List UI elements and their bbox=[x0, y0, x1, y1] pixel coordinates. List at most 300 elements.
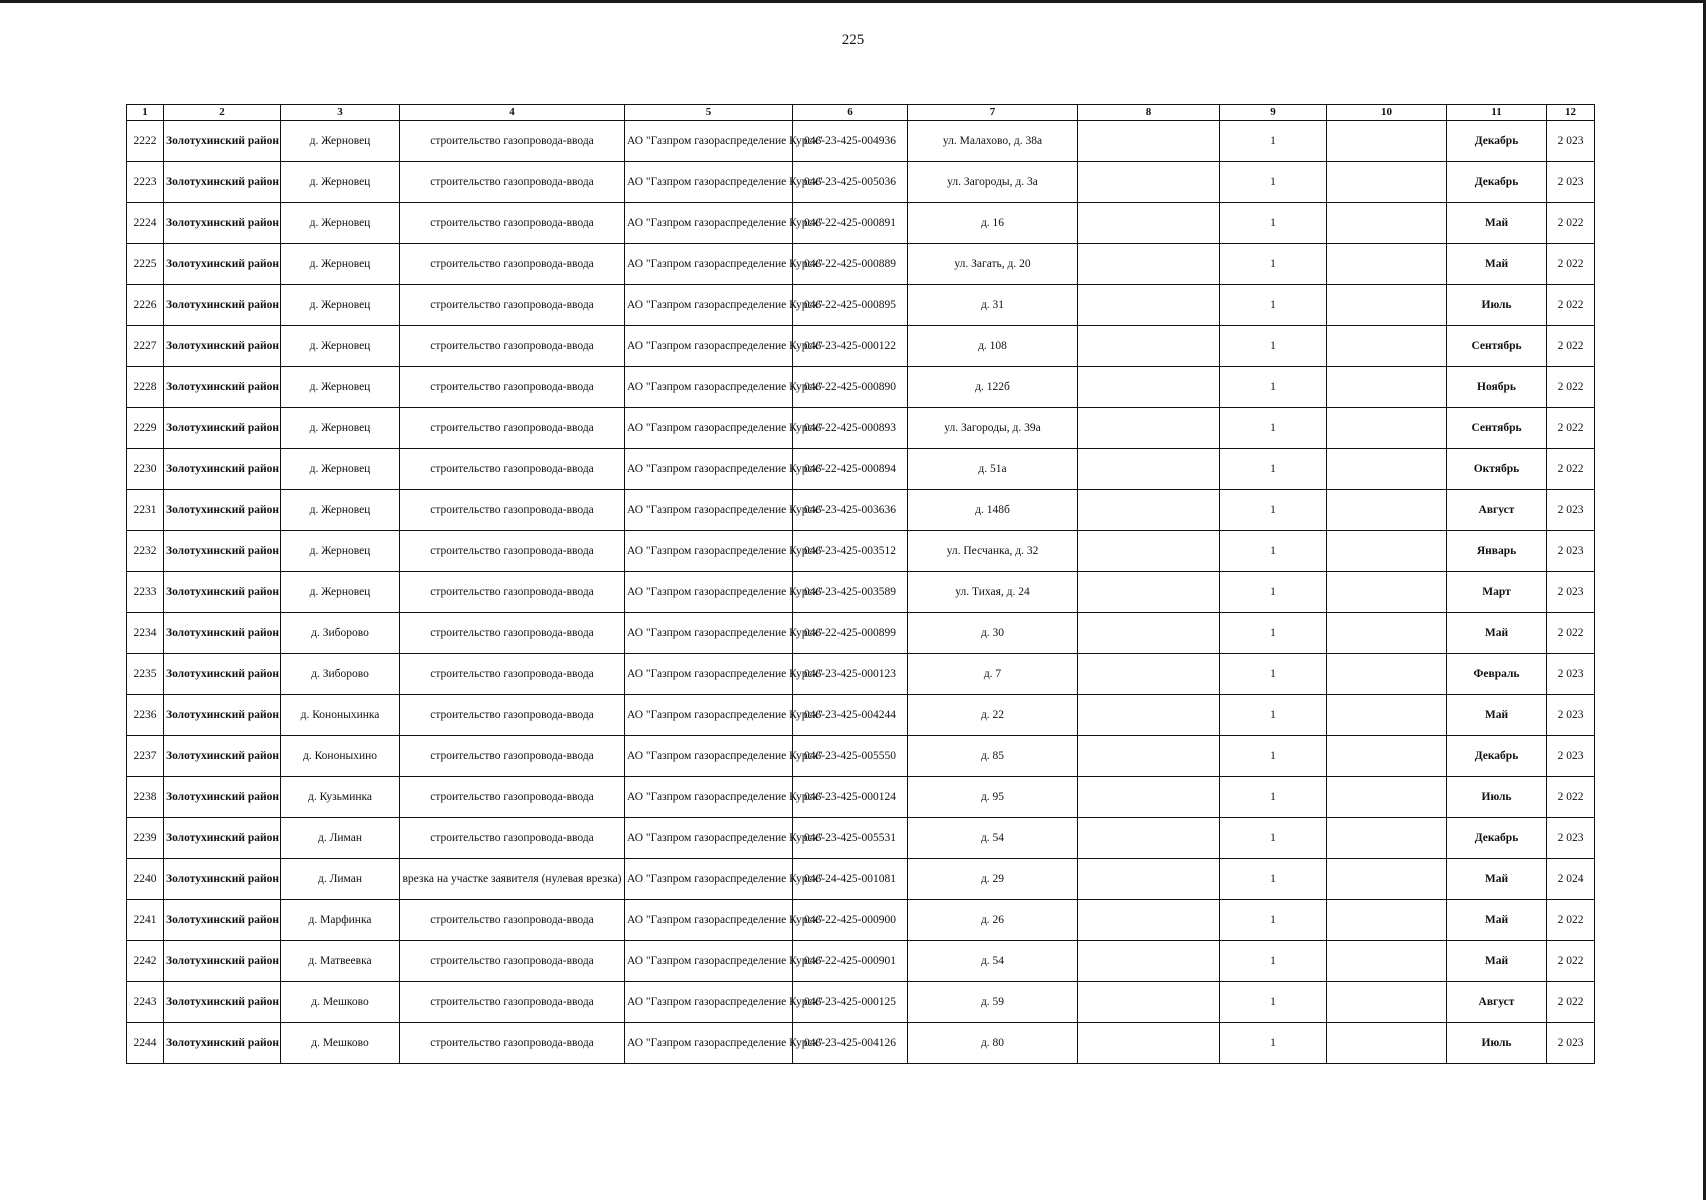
organization-cell: АО "Газпром газораспределение Курск" bbox=[625, 941, 793, 982]
organization-cell: АО "Газпром газораспределение Курск" bbox=[625, 900, 793, 941]
column-8-cell bbox=[1078, 449, 1220, 490]
column-8-cell bbox=[1078, 736, 1220, 777]
column-8-cell bbox=[1078, 408, 1220, 449]
quantity-cell: 1 bbox=[1220, 982, 1327, 1023]
column-10-cell bbox=[1327, 285, 1447, 326]
month-cell: Декабрь bbox=[1447, 818, 1547, 859]
month-cell: Май bbox=[1447, 859, 1547, 900]
organization-cell: АО "Газпром газораспределение Курск" bbox=[625, 203, 793, 244]
column-8-cell bbox=[1078, 900, 1220, 941]
table-header bbox=[127, 105, 1595, 121]
work-type-cell: строительство газопровода-ввода bbox=[400, 572, 625, 613]
quantity-cell: 1 bbox=[1220, 121, 1327, 162]
row-number-cell: 2224 bbox=[127, 203, 164, 244]
year-cell: 2 022 bbox=[1547, 326, 1595, 367]
locality-cell: д. Жерновец bbox=[281, 203, 400, 244]
locality-cell: д. Кононыхинка bbox=[281, 695, 400, 736]
table-row bbox=[127, 1023, 1595, 1064]
year-cell: 2 023 bbox=[1547, 572, 1595, 613]
district-cell: Золотухинский район bbox=[164, 613, 281, 654]
locality-cell: д. Матвеевка bbox=[281, 941, 400, 982]
year-cell: 2 023 bbox=[1547, 531, 1595, 572]
quantity-cell: 1 bbox=[1220, 654, 1327, 695]
row-number-cell: 2238 bbox=[127, 777, 164, 818]
object-code-cell: 046-22-425-000893 bbox=[793, 408, 908, 449]
column-10-cell bbox=[1327, 326, 1447, 367]
column-10-cell bbox=[1327, 613, 1447, 654]
month-cell: Декабрь bbox=[1447, 121, 1547, 162]
address-cell: д. 16 bbox=[908, 203, 1078, 244]
work-type-cell: строительство газопровода-ввода bbox=[400, 326, 625, 367]
table-row bbox=[127, 408, 1595, 449]
organization-cell: АО "Газпром газораспределение Курск" bbox=[625, 572, 793, 613]
address-cell: д. 29 bbox=[908, 859, 1078, 900]
column-10-cell bbox=[1327, 900, 1447, 941]
district-cell: Золотухинский район bbox=[164, 121, 281, 162]
quantity-cell: 1 bbox=[1220, 818, 1327, 859]
district-cell: Золотухинский район bbox=[164, 736, 281, 777]
column-8-cell bbox=[1078, 531, 1220, 572]
quantity-cell: 1 bbox=[1220, 900, 1327, 941]
column-header: 6 bbox=[793, 105, 908, 121]
row-number-cell: 2236 bbox=[127, 695, 164, 736]
work-type-cell: строительство газопровода-ввода bbox=[400, 121, 625, 162]
locality-cell: д. Жерновец bbox=[281, 449, 400, 490]
row-number-cell: 2229 bbox=[127, 408, 164, 449]
work-type-cell: строительство газопровода-ввода bbox=[400, 490, 625, 531]
address-cell: ул. Песчанка, д. 32 bbox=[908, 531, 1078, 572]
address-cell: д. 80 bbox=[908, 1023, 1078, 1064]
column-10-cell bbox=[1327, 244, 1447, 285]
district-cell: Золотухинский район bbox=[164, 531, 281, 572]
locality-cell: д. Кузьминка bbox=[281, 777, 400, 818]
row-number-cell: 2226 bbox=[127, 285, 164, 326]
quantity-cell: 1 bbox=[1220, 408, 1327, 449]
district-cell: Золотухинский район bbox=[164, 449, 281, 490]
column-header: 8 bbox=[1078, 105, 1220, 121]
row-number-cell: 2234 bbox=[127, 613, 164, 654]
table-row bbox=[127, 695, 1595, 736]
row-number-cell: 2240 bbox=[127, 859, 164, 900]
address-cell: д. 148б bbox=[908, 490, 1078, 531]
quantity-cell: 1 bbox=[1220, 572, 1327, 613]
organization-cell: АО "Газпром газораспределение Курск" bbox=[625, 162, 793, 203]
locality-cell: д. Жерновец bbox=[281, 572, 400, 613]
column-10-cell bbox=[1327, 695, 1447, 736]
column-10-cell bbox=[1327, 1023, 1447, 1064]
page-number: 225 bbox=[841, 32, 865, 48]
year-cell: 2 022 bbox=[1547, 982, 1595, 1023]
month-cell: Октябрь bbox=[1447, 449, 1547, 490]
work-type-cell: строительство газопровода-ввода bbox=[400, 736, 625, 777]
column-8-cell bbox=[1078, 982, 1220, 1023]
row-number-cell: 2231 bbox=[127, 490, 164, 531]
address-cell: д. 59 bbox=[908, 982, 1078, 1023]
year-cell: 2 022 bbox=[1547, 408, 1595, 449]
object-code-cell: 046-23-425-003636 bbox=[793, 490, 908, 531]
locality-cell: д. Зиборово bbox=[281, 654, 400, 695]
address-cell: д. 54 bbox=[908, 818, 1078, 859]
row-number-cell: 2244 bbox=[127, 1023, 164, 1064]
organization-cell: АО "Газпром газораспределение Курск" bbox=[625, 695, 793, 736]
column-10-cell bbox=[1327, 490, 1447, 531]
district-cell: Золотухинский район bbox=[164, 162, 281, 203]
column-header: 2 bbox=[164, 105, 281, 121]
object-code-cell: 046-23-425-003512 bbox=[793, 531, 908, 572]
organization-cell: АО "Газпром газораспределение Курск" bbox=[625, 1023, 793, 1064]
month-cell: Июль bbox=[1447, 1023, 1547, 1064]
year-cell: 2 023 bbox=[1547, 121, 1595, 162]
column-8-cell bbox=[1078, 1023, 1220, 1064]
column-header: 4 bbox=[400, 105, 625, 121]
column-header: 5 bbox=[625, 105, 793, 121]
organization-cell: АО "Газпром газораспределение Курск" bbox=[625, 777, 793, 818]
year-cell: 2 022 bbox=[1547, 203, 1595, 244]
column-10-cell bbox=[1327, 736, 1447, 777]
column-header: 12 bbox=[1547, 105, 1595, 121]
month-cell: Август bbox=[1447, 982, 1547, 1023]
work-type-cell: строительство газопровода-ввода bbox=[400, 777, 625, 818]
quantity-cell: 1 bbox=[1220, 531, 1327, 572]
work-type-cell: строительство газопровода-ввода bbox=[400, 613, 625, 654]
column-number-row bbox=[127, 105, 1595, 121]
table-row bbox=[127, 203, 1595, 244]
row-number-cell: 2239 bbox=[127, 818, 164, 859]
month-cell: Февраль bbox=[1447, 654, 1547, 695]
table-row bbox=[127, 531, 1595, 572]
year-cell: 2 022 bbox=[1547, 285, 1595, 326]
quantity-cell: 1 bbox=[1220, 941, 1327, 982]
object-code-cell: 046-23-425-003589 bbox=[793, 572, 908, 613]
table-row bbox=[127, 859, 1595, 900]
address-cell: д. 54 bbox=[908, 941, 1078, 982]
object-code-cell: 046-22-425-000895 bbox=[793, 285, 908, 326]
object-code-cell: 046-22-425-000899 bbox=[793, 613, 908, 654]
column-8-cell bbox=[1078, 613, 1220, 654]
work-type-cell: строительство газопровода-ввода bbox=[400, 941, 625, 982]
address-cell: ул. Загать, д. 20 bbox=[908, 244, 1078, 285]
district-cell: Золотухинский район bbox=[164, 777, 281, 818]
work-type-cell: строительство газопровода-ввода bbox=[400, 1023, 625, 1064]
object-code-cell: 046-22-425-000900 bbox=[793, 900, 908, 941]
address-cell: д. 30 bbox=[908, 613, 1078, 654]
year-cell: 2 024 bbox=[1547, 859, 1595, 900]
month-cell: Сентябрь bbox=[1447, 408, 1547, 449]
object-code-cell: 046-22-425-000889 bbox=[793, 244, 908, 285]
column-8-cell bbox=[1078, 490, 1220, 531]
district-cell: Золотухинский район bbox=[164, 408, 281, 449]
table-row bbox=[127, 613, 1595, 654]
month-cell: Май bbox=[1447, 244, 1547, 285]
column-header: 9 bbox=[1220, 105, 1327, 121]
table-row bbox=[127, 777, 1595, 818]
work-type-cell: строительство газопровода-ввода bbox=[400, 695, 625, 736]
month-cell: Май bbox=[1447, 941, 1547, 982]
address-cell: д. 22 bbox=[908, 695, 1078, 736]
address-cell: д. 51а bbox=[908, 449, 1078, 490]
object-code-cell: 046-23-425-005036 bbox=[793, 162, 908, 203]
locality-cell: д. Зиборово bbox=[281, 613, 400, 654]
district-cell: Золотухинский район bbox=[164, 572, 281, 613]
district-cell: Золотухинский район bbox=[164, 818, 281, 859]
work-type-cell: строительство газопровода-ввода bbox=[400, 818, 625, 859]
work-type-cell: строительство газопровода-ввода bbox=[400, 367, 625, 408]
table-row bbox=[127, 326, 1595, 367]
work-type-cell: строительство газопровода-ввода bbox=[400, 531, 625, 572]
district-cell: Золотухинский район bbox=[164, 982, 281, 1023]
column-10-cell bbox=[1327, 982, 1447, 1023]
column-8-cell bbox=[1078, 285, 1220, 326]
work-type-cell: строительство газопровода-ввода bbox=[400, 285, 625, 326]
work-type-cell: строительство газопровода-ввода bbox=[400, 654, 625, 695]
address-cell: ул. Малахово, д. 38а bbox=[908, 121, 1078, 162]
year-cell: 2 022 bbox=[1547, 777, 1595, 818]
organization-cell: АО "Газпром газораспределение Курск" bbox=[625, 408, 793, 449]
object-code-cell: 046-23-425-005531 bbox=[793, 818, 908, 859]
organization-cell: АО "Газпром газораспределение Курск" bbox=[625, 285, 793, 326]
organization-cell: АО "Газпром газораспределение Курск" bbox=[625, 326, 793, 367]
locality-cell: д. Жерновец bbox=[281, 326, 400, 367]
year-cell: 2 023 bbox=[1547, 162, 1595, 203]
work-type-cell: строительство газопровода-ввода bbox=[400, 449, 625, 490]
work-type-cell: строительство газопровода-ввода bbox=[400, 244, 625, 285]
address-cell: ул. Загороды, д. 39а bbox=[908, 408, 1078, 449]
object-code-cell: 046-23-425-004244 bbox=[793, 695, 908, 736]
object-code-cell: 046-23-425-004936 bbox=[793, 121, 908, 162]
object-code-cell: 046-22-425-000890 bbox=[793, 367, 908, 408]
table-row bbox=[127, 654, 1595, 695]
column-10-cell bbox=[1327, 121, 1447, 162]
organization-cell: АО "Газпром газораспределение Курск" bbox=[625, 859, 793, 900]
year-cell: 2 023 bbox=[1547, 1023, 1595, 1064]
table-row bbox=[127, 818, 1595, 859]
month-cell: Август bbox=[1447, 490, 1547, 531]
work-type-cell: строительство газопровода-ввода bbox=[400, 982, 625, 1023]
month-cell: Сентябрь bbox=[1447, 326, 1547, 367]
year-cell: 2 022 bbox=[1547, 367, 1595, 408]
table-row bbox=[127, 449, 1595, 490]
district-cell: Золотухинский район bbox=[164, 695, 281, 736]
table-row bbox=[127, 244, 1595, 285]
district-cell: Золотухинский район bbox=[164, 203, 281, 244]
organization-cell: АО "Газпром газораспределение Курск" bbox=[625, 490, 793, 531]
year-cell: 2 023 bbox=[1547, 695, 1595, 736]
column-8-cell bbox=[1078, 367, 1220, 408]
district-cell: Золотухинский район bbox=[164, 367, 281, 408]
organization-cell: АО "Газпром газораспределение Курск" bbox=[625, 818, 793, 859]
quantity-cell: 1 bbox=[1220, 326, 1327, 367]
row-number-cell: 2227 bbox=[127, 326, 164, 367]
quantity-cell: 1 bbox=[1220, 1023, 1327, 1064]
row-number-cell: 2230 bbox=[127, 449, 164, 490]
table-row bbox=[127, 736, 1595, 777]
organization-cell: АО "Газпром газораспределение Курск" bbox=[625, 244, 793, 285]
quantity-cell: 1 bbox=[1220, 162, 1327, 203]
address-cell: д. 26 bbox=[908, 900, 1078, 941]
object-code-cell: 046-23-425-000124 bbox=[793, 777, 908, 818]
row-number-cell: 2241 bbox=[127, 900, 164, 941]
locality-cell: д. Жерновец bbox=[281, 490, 400, 531]
table-row bbox=[127, 121, 1595, 162]
district-cell: Золотухинский район bbox=[164, 654, 281, 695]
column-10-cell bbox=[1327, 572, 1447, 613]
district-cell: Золотухинский район bbox=[164, 326, 281, 367]
table-row bbox=[127, 490, 1595, 531]
month-cell: Июль bbox=[1447, 777, 1547, 818]
column-8-cell bbox=[1078, 695, 1220, 736]
year-cell: 2 022 bbox=[1547, 613, 1595, 654]
month-cell: Май bbox=[1447, 203, 1547, 244]
address-cell: ул. Загороды, д. 3а bbox=[908, 162, 1078, 203]
column-8-cell bbox=[1078, 654, 1220, 695]
month-cell: Март bbox=[1447, 572, 1547, 613]
object-code-cell: 046-23-425-000123 bbox=[793, 654, 908, 695]
locality-cell: д. Жерновец bbox=[281, 285, 400, 326]
locality-cell: д. Жерновец bbox=[281, 531, 400, 572]
month-cell: Май bbox=[1447, 613, 1547, 654]
locality-cell: д. Жерновец bbox=[281, 162, 400, 203]
organization-cell: АО "Газпром газораспределение Курск" bbox=[625, 654, 793, 695]
address-cell: д. 7 bbox=[908, 654, 1078, 695]
work-type-cell: строительство газопровода-ввода bbox=[400, 408, 625, 449]
month-cell: Ноябрь bbox=[1447, 367, 1547, 408]
column-8-cell bbox=[1078, 777, 1220, 818]
column-8-cell bbox=[1078, 326, 1220, 367]
month-cell: Май bbox=[1447, 695, 1547, 736]
quantity-cell: 1 bbox=[1220, 736, 1327, 777]
quantity-cell: 1 bbox=[1220, 613, 1327, 654]
column-10-cell bbox=[1327, 777, 1447, 818]
district-cell: Золотухинский район bbox=[164, 285, 281, 326]
district-cell: Золотухинский район bbox=[164, 859, 281, 900]
work-type-cell: строительство газопровода-ввода bbox=[400, 900, 625, 941]
column-8-cell bbox=[1078, 572, 1220, 613]
column-10-cell bbox=[1327, 818, 1447, 859]
work-type-cell: строительство газопровода-ввода bbox=[400, 203, 625, 244]
year-cell: 2 023 bbox=[1547, 818, 1595, 859]
month-cell: Декабрь bbox=[1447, 162, 1547, 203]
column-8-cell bbox=[1078, 121, 1220, 162]
locality-cell: д. Мешково bbox=[281, 982, 400, 1023]
column-10-cell bbox=[1327, 859, 1447, 900]
locality-cell: д. Лиман bbox=[281, 818, 400, 859]
row-number-cell: 2225 bbox=[127, 244, 164, 285]
work-type-cell: врезка на участке заявителя (нулевая врезка) bbox=[400, 859, 625, 900]
row-number-cell: 2242 bbox=[127, 941, 164, 982]
organization-cell: АО "Газпром газораспределение Курск" bbox=[625, 449, 793, 490]
column-10-cell bbox=[1327, 941, 1447, 982]
column-10-cell bbox=[1327, 367, 1447, 408]
locality-cell: д. Кононыхино bbox=[281, 736, 400, 777]
quantity-cell: 1 bbox=[1220, 777, 1327, 818]
column-header: 3 bbox=[281, 105, 400, 121]
table-row bbox=[127, 941, 1595, 982]
year-cell: 2 022 bbox=[1547, 900, 1595, 941]
row-number-cell: 2243 bbox=[127, 982, 164, 1023]
district-cell: Золотухинский район bbox=[164, 1023, 281, 1064]
district-cell: Золотухинский район bbox=[164, 244, 281, 285]
address-cell: д. 85 bbox=[908, 736, 1078, 777]
scan-border-top bbox=[0, 0, 1706, 3]
table-row bbox=[127, 982, 1595, 1023]
column-8-cell bbox=[1078, 818, 1220, 859]
month-cell: Декабрь bbox=[1447, 736, 1547, 777]
quantity-cell: 1 bbox=[1220, 367, 1327, 408]
year-cell: 2 023 bbox=[1547, 736, 1595, 777]
address-cell: д. 31 bbox=[908, 285, 1078, 326]
row-number-cell: 2222 bbox=[127, 121, 164, 162]
month-cell: Июль bbox=[1447, 285, 1547, 326]
column-header: 11 bbox=[1447, 105, 1547, 121]
table-body bbox=[127, 121, 1595, 1064]
object-code-cell: 046-24-425-001081 bbox=[793, 859, 908, 900]
district-cell: Золотухинский район bbox=[164, 490, 281, 531]
column-10-cell bbox=[1327, 203, 1447, 244]
locality-cell: д. Жерновец bbox=[281, 121, 400, 162]
year-cell: 2 023 bbox=[1547, 490, 1595, 531]
locality-cell: д. Жерновец bbox=[281, 408, 400, 449]
address-cell: д. 108 bbox=[908, 326, 1078, 367]
column-header: 7 bbox=[908, 105, 1078, 121]
quantity-cell: 1 bbox=[1220, 695, 1327, 736]
locality-cell: д. Мешково bbox=[281, 1023, 400, 1064]
row-number-cell: 2237 bbox=[127, 736, 164, 777]
object-code-cell: 046-22-425-000894 bbox=[793, 449, 908, 490]
organization-cell: АО "Газпром газораспределение Курск" bbox=[625, 982, 793, 1023]
object-code-cell: 046-22-425-000891 bbox=[793, 203, 908, 244]
quantity-cell: 1 bbox=[1220, 244, 1327, 285]
organization-cell: АО "Газпром газораспределение Курск" bbox=[625, 736, 793, 777]
address-cell: д. 95 bbox=[908, 777, 1078, 818]
organization-cell: АО "Газпром газораспределение Курск" bbox=[625, 121, 793, 162]
table-row bbox=[127, 367, 1595, 408]
organization-cell: АО "Газпром газораспределение Курск" bbox=[625, 531, 793, 572]
object-code-cell: 046-23-425-005550 bbox=[793, 736, 908, 777]
table-row bbox=[127, 285, 1595, 326]
quantity-cell: 1 bbox=[1220, 859, 1327, 900]
organization-cell: АО "Газпром газораспределение Курск" bbox=[625, 367, 793, 408]
column-10-cell bbox=[1327, 531, 1447, 572]
locality-cell: д. Жерновец bbox=[281, 244, 400, 285]
column-10-cell bbox=[1327, 449, 1447, 490]
object-code-cell: 046-22-425-000901 bbox=[793, 941, 908, 982]
row-number-cell: 2228 bbox=[127, 367, 164, 408]
column-header: 10 bbox=[1327, 105, 1447, 121]
district-cell: Золотухинский район bbox=[164, 900, 281, 941]
column-header: 1 bbox=[127, 105, 164, 121]
year-cell: 2 023 bbox=[1547, 654, 1595, 695]
object-code-cell: 046-23-425-000125 bbox=[793, 982, 908, 1023]
table-row bbox=[127, 900, 1595, 941]
column-8-cell bbox=[1078, 203, 1220, 244]
table-row bbox=[127, 572, 1595, 613]
row-number-cell: 2232 bbox=[127, 531, 164, 572]
column-8-cell bbox=[1078, 941, 1220, 982]
quantity-cell: 1 bbox=[1220, 285, 1327, 326]
address-cell: ул. Тихая, д. 24 bbox=[908, 572, 1078, 613]
locality-cell: д. Лиман bbox=[281, 859, 400, 900]
year-cell: 2 022 bbox=[1547, 449, 1595, 490]
work-type-cell: строительство газопровода-ввода bbox=[400, 162, 625, 203]
row-number-cell: 2223 bbox=[127, 162, 164, 203]
object-code-cell: 046-23-425-000122 bbox=[793, 326, 908, 367]
locality-cell: д. Марфинка bbox=[281, 900, 400, 941]
object-code-cell: 046-23-425-004126 bbox=[793, 1023, 908, 1064]
year-cell: 2 022 bbox=[1547, 941, 1595, 982]
column-10-cell bbox=[1327, 408, 1447, 449]
gasification-register-table bbox=[126, 104, 1595, 1064]
table-row bbox=[127, 162, 1595, 203]
